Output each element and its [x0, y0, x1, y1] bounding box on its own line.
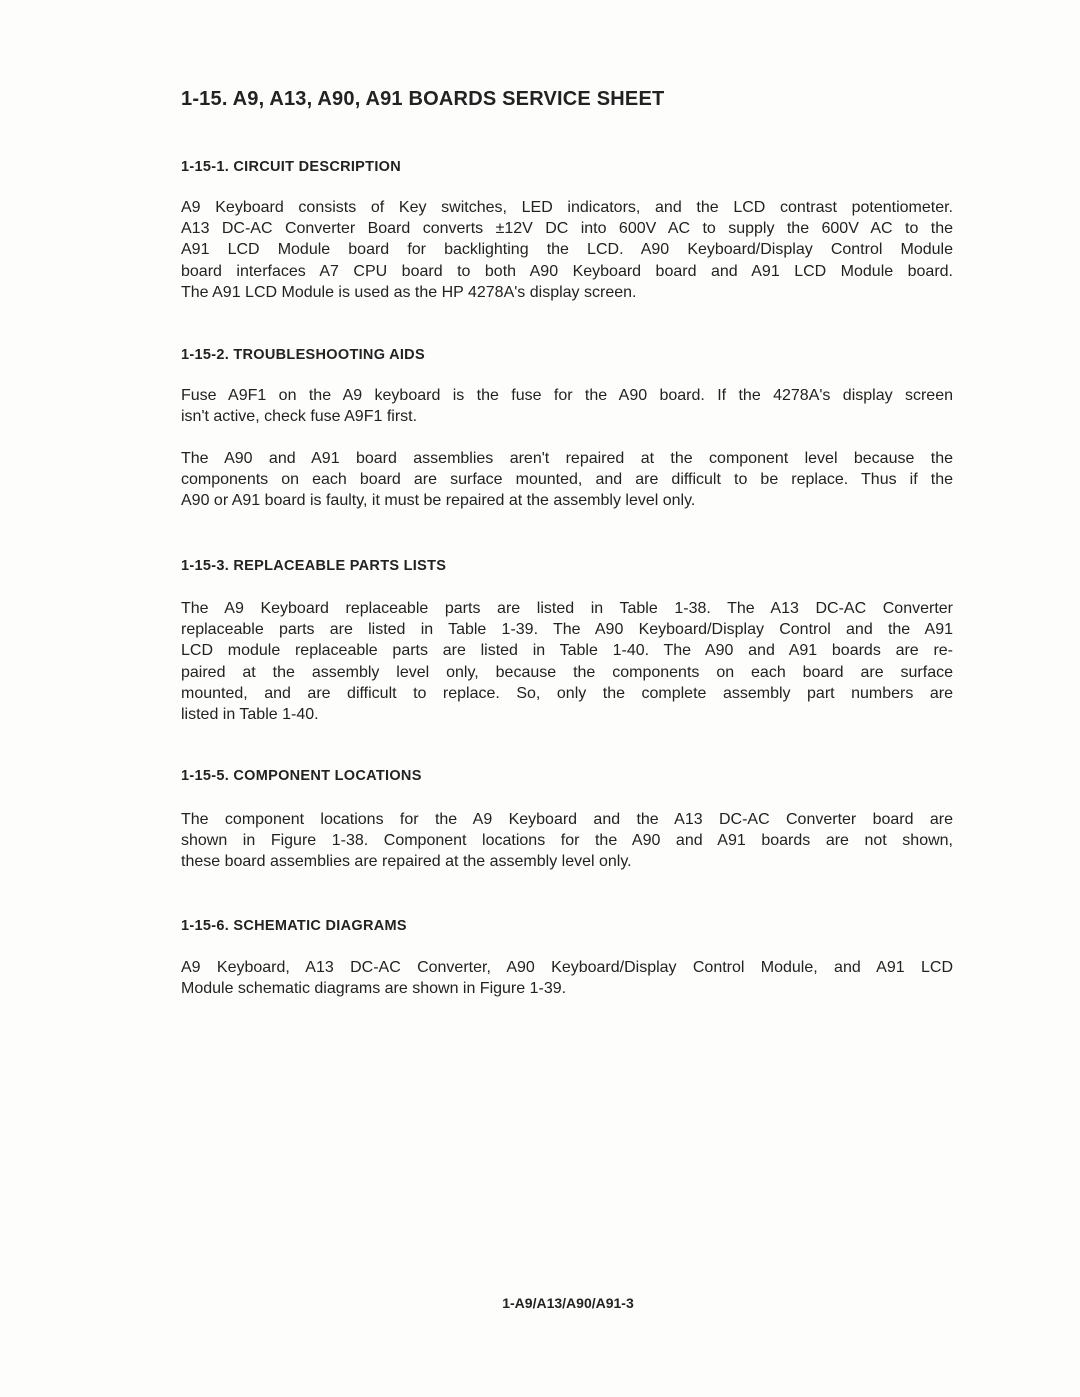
paragraph	[181, 385, 953, 427]
text-line: mounted, and are difficult to replace. So, only the complete assembly part numbers are	[181, 684, 953, 702]
text-line: board interfaces A7 CPU board to both A90 Keyboard board and A91 LCD Module board.	[181, 262, 953, 280]
paragraph	[181, 197, 953, 303]
text-line: components on each board are surface mounted, and are difficult to be replace. Thus if the	[181, 471, 953, 489]
text-line: The A9 Keyboard replaceable parts are listed in Table 1-38. The A13 DC-AC Converter	[181, 600, 953, 617]
text-line: A91 LCD Module board for backlighting the LCD. A90 Keyboard/Display Control Module	[181, 241, 953, 259]
text-line: Fuse A9F1 on the A9 keyboard is the fuse for the A90 board. If the 4278A's display screen	[181, 387, 953, 404]
section-heading-schematic-diagrams: 1-15-6. SCHEMATIC DIAGRAMS	[181, 918, 407, 934]
text-line: Module schematic diagrams are shown in Figure 1-39.	[181, 980, 567, 998]
text-line: A13 DC-AC Converter Board converts ±12V DC into 600V AC to supply the 600V AC to the	[181, 220, 953, 238]
page-title: 1-15. A9, A13, A90, A91 BOARDS SERVICE SHEET	[181, 88, 665, 110]
section-heading-replaceable-parts-lists: 1-15-3. REPLACEABLE PARTS LISTS	[181, 558, 447, 574]
text-line: LCD module replaceable parts are listed in Table 1-40. The A90 and A91 boards are re-	[181, 642, 953, 660]
paragraph	[181, 957, 953, 999]
text-line: replaceable parts are listed in Table 1-39. The A90 Keyboard/Display Control and the A91	[181, 621, 953, 639]
section-heading-component-locations: 1-15-5. COMPONENT LOCATIONS	[181, 768, 422, 784]
text-line: paired at the assembly level only, because the components on each board are surface	[181, 663, 953, 681]
paragraph	[181, 598, 953, 725]
text-line: these board assemblies are repaired at the assembly level only.	[181, 853, 632, 871]
paragraph	[181, 809, 953, 873]
section-heading-circuit-description: 1-15-1. CIRCUIT DESCRIPTION	[181, 159, 401, 175]
text-line: isn't active, check fuse A9F1 first.	[181, 408, 418, 426]
section-heading-troubleshooting-aids: 1-15-2. TROUBLESHOOTING AIDS	[181, 347, 425, 363]
text-line: The A91 LCD Module is used as the HP 4278A's display screen.	[181, 283, 637, 301]
text-line: The A90 and A91 board assemblies aren't repaired at the component level because the	[181, 450, 953, 467]
text-line: A90 or A91 board is faulty, it must be repaired at the assembly level only.	[181, 492, 696, 510]
text-line: The component locations for the A9 Keyboard and the A13 DC-AC Converter board are	[181, 811, 953, 828]
text-line: shown in Figure 1-38. Component locations for the A90 and A91 boards are not shown,	[181, 832, 953, 850]
page-number: 1-A9/A13/A90/A91-3	[502, 1295, 634, 1311]
text-line: listed in Table 1-40.	[181, 706, 319, 724]
paragraph	[181, 448, 953, 512]
text-line: A9 Keyboard consists of Key switches, LED indicators, and the LCD contrast potentiometer.	[181, 199, 953, 216]
text-line: A9 Keyboard, A13 DC-AC Converter, A90 Keyboard/Display Control Module, and A91 LCD	[181, 959, 953, 976]
